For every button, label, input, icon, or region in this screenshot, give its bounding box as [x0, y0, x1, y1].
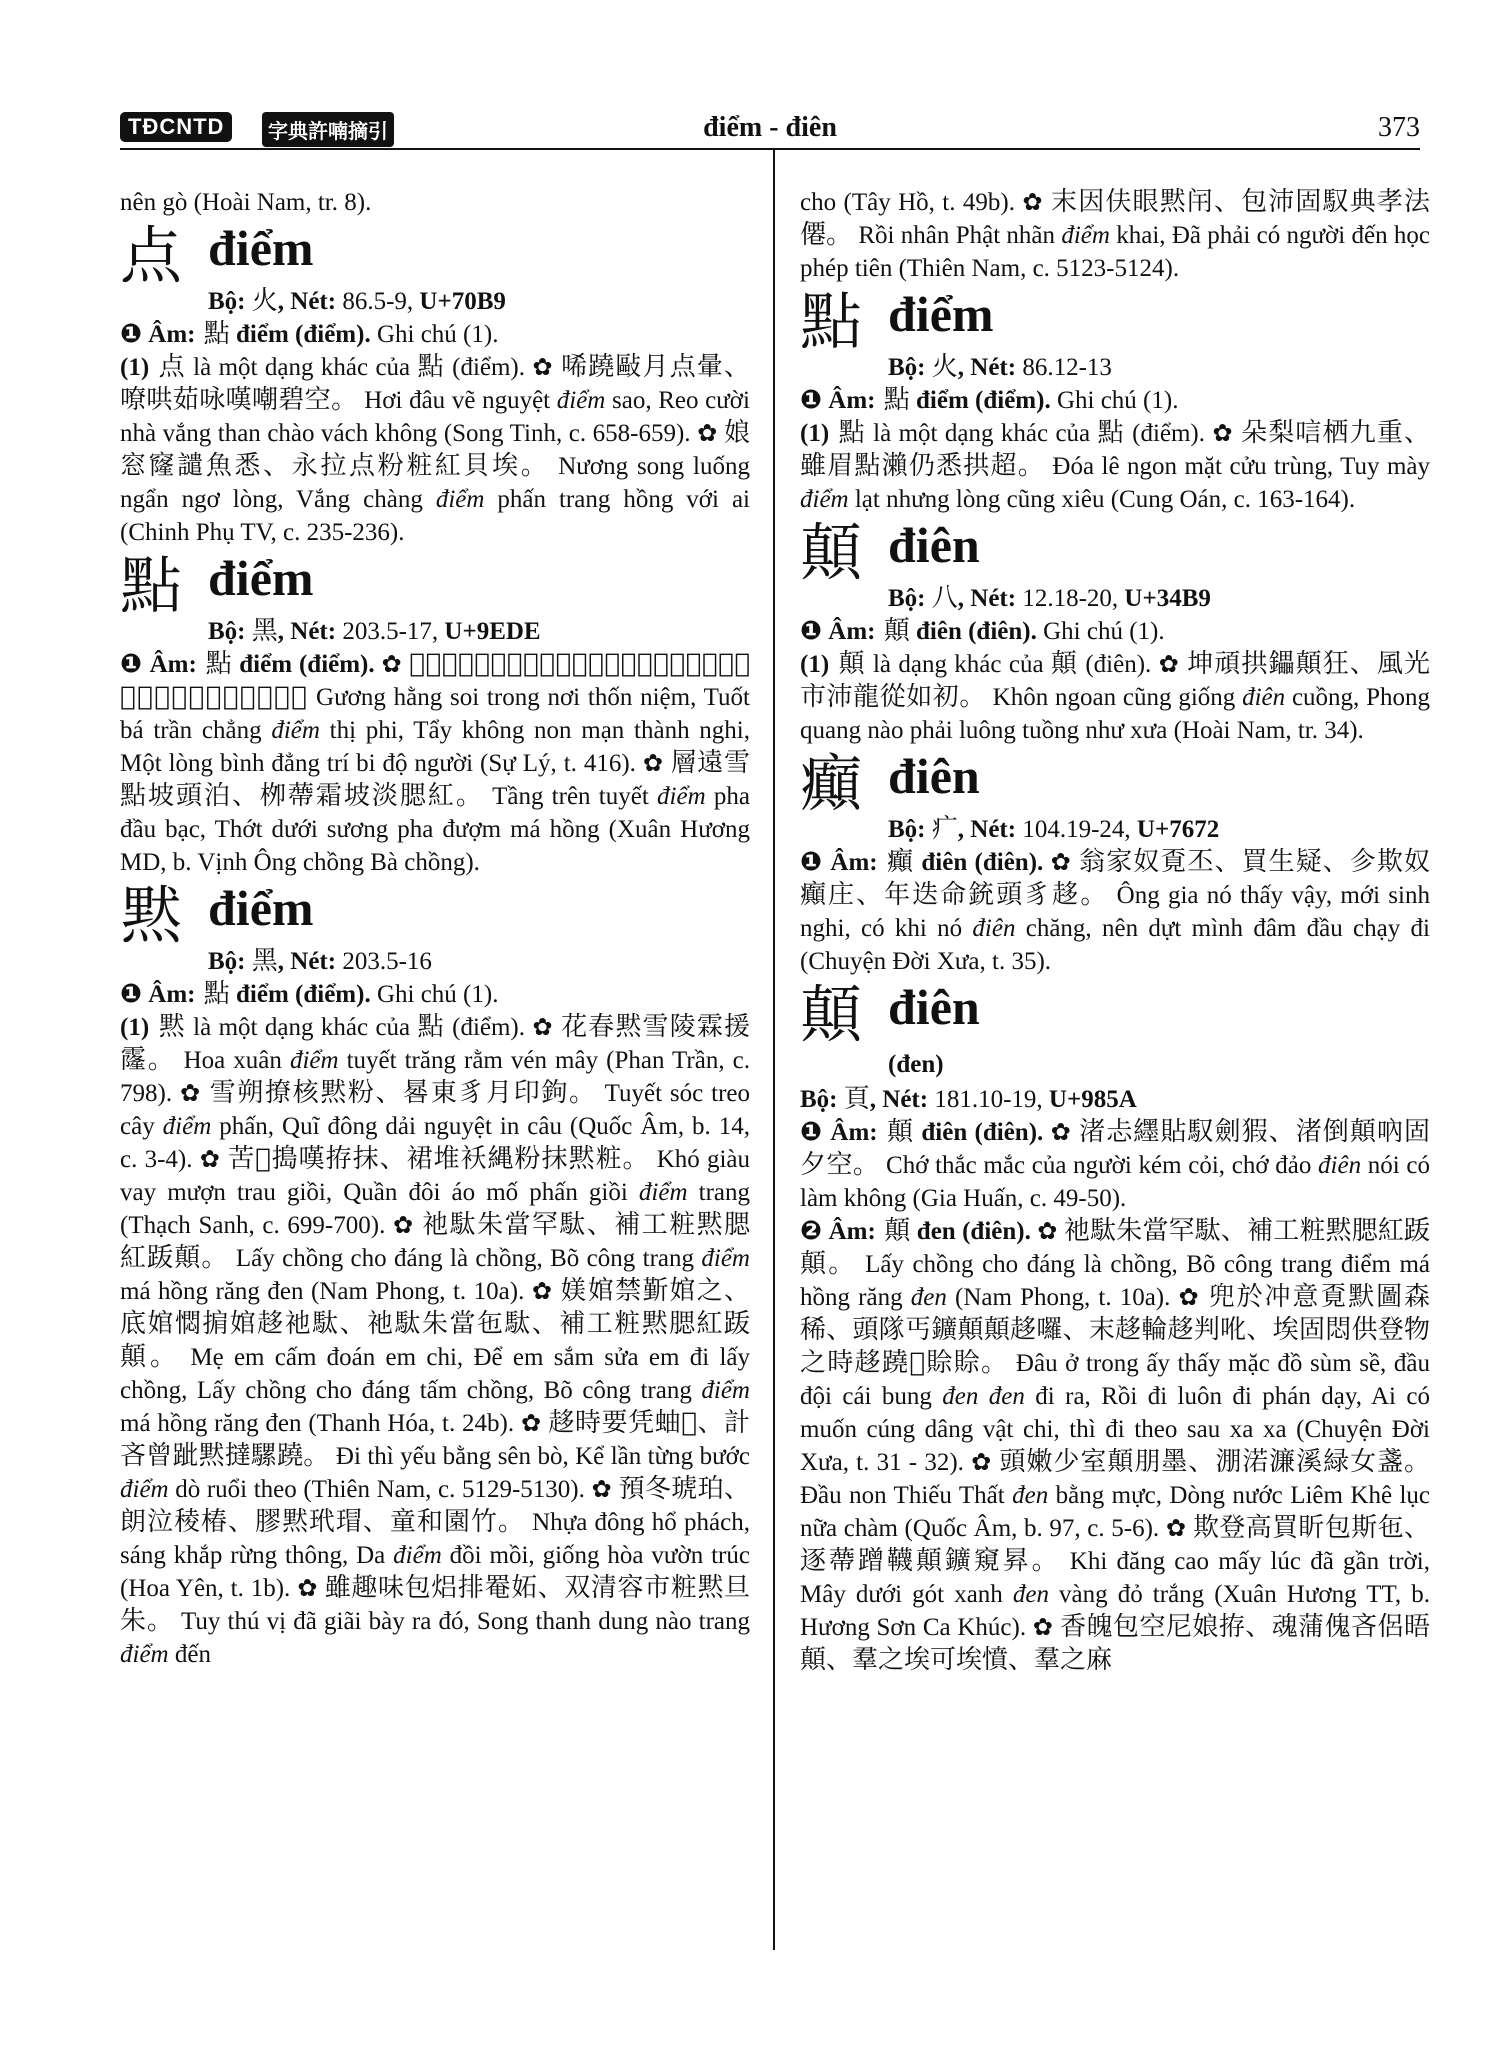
flower-bullet-icon: ✿ — [531, 1277, 554, 1305]
headword-character: 顛 — [800, 978, 863, 1051]
radical-stroke-line: Bộ: 火, Nét: 86.5-9, U+70B9 — [208, 286, 506, 316]
flower-bullet-icon: ✿ — [179, 1079, 202, 1107]
flower-bullet-icon: ✿ — [697, 419, 718, 447]
han-nom-logo: 字典許喃摘引 — [262, 112, 394, 147]
header-rule — [120, 148, 1420, 150]
flower-bullet-icon: ✿ — [971, 1448, 993, 1476]
headword: điểm — [208, 880, 314, 936]
entry-body: (1) 黙 là một dạng khác của 點 (điểm). ✿ 花春黙雪陵霖援霳。 Hoa xuân điểm tuyết trăng rằm vén mây (Phan Trần, c. 798). ✿ 雪朔撩核黙粉、晷東豸月印鉤。 Tuyết sóc treo cây điểm phấn, Quĩ đông dải nguyệt in câu (Quốc Âm, b. 14, c. 3-4). ✿ 苦𩵜搗嘆拵抹、裙堆袄縄粉抹黙粧。 Khó giàu vay mượn trau giồi, Quần đôi áo mố phấn giồi điểm trang (Thạch Sanh, c. 699-700). ✿ 祂駄朱當罕駄、補工粧黙腮紅䟦顛。 Lấy chồng cho đáng là chồng, Bõ công trang điểm má hồng răng đen (Nam Phong, t. 10a). ✿ 媄婠禁斳婠之、底婠㦖掮婠趍祂駄、祂駄朱當㐌駄、補工粧黙腮紅䟦顛。 Mẹ em cấm đoán em chi, Để em sắm sửa em đi lấy chồng, Lấy chồng cho đáng tấm chồng, Bõ công trang điểm má hồng răng đen (Thanh Hóa, t. 24b). ✿ 趍時要凭蚰𨇒、計吝曾跐黙撻騾蹺。 Đi thì yếu bằng sên bò, Kể lần từng bước điểm dò ruổi theo (Thiên Nam, c. 5129-5130). ✿ 預冬琥珀、朗泣稜椿、膠黙玳瑁、童和園竹。 Nhựa đông hổ phách, sáng khắp rừng thông, Da điểm đồi mồi, giống hòa vườn trúc (Hoa Yên, t. 1b). ✿ 雖趣味包焒排罨妬、双清容市粧黙旦朱。 Tuy thú vị đã giãi bày ra đó, Song thanh dung nào trang điểm đến — [120, 1012, 751, 1668]
headword-character: 點 — [800, 285, 863, 358]
dictionary-entry — [120, 549, 750, 879]
dictionary-entry — [800, 516, 1431, 747]
entry-heading — [800, 285, 1430, 358]
column-divider — [773, 150, 775, 1950]
flower-bullet-icon: ✿ — [199, 1145, 221, 1173]
flower-bullet-icon: ✿ — [381, 650, 403, 678]
radical-stroke-line: Bộ: 頁, Nét: 181.10-19, U+985A — [800, 1084, 1137, 1114]
reading-line: ❶ Âm: 點 điểm (điểm). Ghi chú (1). — [120, 319, 499, 349]
flower-bullet-icon: ✿ — [1050, 1118, 1072, 1146]
dictionary-entry — [800, 747, 1431, 978]
entry-heading — [120, 219, 750, 292]
flower-bullet-icon: ✿ — [297, 1574, 318, 1602]
headword-character: 点 — [120, 219, 183, 292]
flower-bullet-icon: ✿ — [393, 1211, 415, 1239]
flower-bullet-icon: ✿ — [532, 1013, 554, 1041]
page-header — [120, 108, 1420, 146]
dictionary-entry — [800, 285, 1431, 516]
left-column — [120, 186, 750, 1671]
reading-line: ❶ Âm: 顛 điên (điên). Ghi chú (1). — [800, 616, 1165, 646]
flower-bullet-icon: ✿ — [642, 749, 664, 777]
headword: điểm — [208, 220, 314, 276]
flower-bullet-icon: ✿ — [1050, 848, 1072, 876]
headword: điên — [888, 979, 980, 1035]
entry-body: ❶ Âm: 點 điểm (điểm). ✿ 𩈘恒燸工尼寸念、悴播塵拯點是非、洗空嫩慢城疑、沒悉平等智悲度馭。 Gương hằng soi trong nơi thốn niệm, Tuốt bá trần chẳng điểm thị phi, Tẩy không non mạn thành nghi, Một lòng bình đẳng trí bi độ người (Sự Lý, t. 416). ✿ 層遠雪點坡頭泊、栁蔕霜坡淡腮紅。 Tầng trên tuyết điểm pha đầu bạc, Thớt dưới sương pha đượm má hồng (Xuân Hương MD, b. Vịnh Ông chồng Bà chồng). — [120, 649, 750, 876]
dictionary-entry — [120, 879, 751, 1671]
headword: điên — [888, 748, 980, 804]
headword: điểm — [208, 550, 314, 606]
headword-variant: (đen) — [888, 1051, 944, 1078]
flower-bullet-icon: ✿ — [1165, 1514, 1187, 1542]
continued-text: nên gò (Hoài Nam, tr. 8). — [120, 189, 372, 216]
radical-stroke-line: Bộ: 疒, Nét: 104.19-24, U+7672 — [888, 814, 1220, 844]
flower-bullet-icon: ✿ — [1022, 188, 1044, 216]
radical-stroke-line: Bộ: 黑, Nét: 203.5-17, U+9EDE — [208, 616, 541, 646]
headword-character: 癲 — [800, 747, 863, 820]
right-column — [800, 186, 1430, 1677]
entry-heading — [800, 747, 1430, 820]
entry-body-sense-2: ❷ Âm: 顛 đen (điên). ✿ 祂駄朱當罕駄、補工粧黙腮紅䟦顛。 Lấy chồng cho đáng là chồng, Bõ công trang điểm má hồng răng đen (Nam Phong, t. 10a). ✿ 兜於冲意覔默圖森稀、頭隊丐鑛顛顛趍囉、末趍輪趍判吪、埃固悶供登物之時趍蹺𨀈賒賒。 Đâu ở trong ấy thấy mặc đồ sùm sề, đầu đội cái bung đen đen đi ra, Rồi đi luôn đi phán dạy, Ai có muốn cúng dâng vật chi, thì đi theo sau xa xa (Chuyện Đời Xưa, t. 31 - 32). ✿ 頭嫩少室顛朋墨、淜渃濂溪緑女盞。 Đầu non Thiếu Thất đen bằng mực, Dòng nước Liêm Khê lục nữa chàm (Quốc Âm, b. 97, c. 5-6). ✿ 欺登高買盺包斯㐌、逐蔕蹭韈顛鑛窺昪。 Khi đăng cao mấy lúc đã gần trời, Mây dưới gót xanh đen vàng đỏ trắng (Xuân Hương TT, b. Hương Sơn Ca Khúc). ✿ 香魄包空尼娘拵、魂蒲傀吝侶晤顛、羣之埃可埃憤、羣之麻 — [800, 1216, 1431, 1675]
headword-character: 點 — [120, 549, 183, 622]
publication-logo: TĐCNTD — [120, 112, 232, 142]
entry-heading — [800, 978, 1430, 1051]
entry-heading — [120, 879, 750, 952]
headword-character: 顛 — [800, 516, 863, 589]
entry-body: (1) 点 là một dạng khác của 點 (điểm). ✿ 唏蹺敺月点暈、嘹哄茹咏嘆嘲碧空。 Hơi đâu vẽ nguyệt điểm sao, Reo cười nhà vắng than chào vách không (Song Tinh, c. 658-659). ✿ 娘窓窿譴魚悉、永拉点粉粧紅貝埃。 Nương song luống ngẩn ngơ lòng, Vắng chàng điểm phấn trang hồng với ai (Chinh Phụ TV, c. 235-236). — [120, 352, 751, 546]
entry-heading — [120, 549, 750, 622]
flower-bullet-icon: ✿ — [1032, 1613, 1054, 1641]
entry-body: (1) 顛 là dạng khác của 顛 (điên). ✿ 坤頑拱鑘顛狂、風光市沛龍從如初。 Khôn ngoan cũng giống điên cuồng, Phong quang nào phải luông tuồng như xưa (Hoài Nam, tr. 34). — [800, 649, 1431, 744]
radical-stroke-line: Bộ: 八, Nét: 12.18-20, U+34B9 — [888, 583, 1211, 613]
entry-body: ❶ Âm: 顛 điên (điên). ✿ 渚忐纆貼馭劍猳、渚倒顛吶固夕空。 Chớ thắc mắc của người kém cỏi, chớ đảo điên nói có làm không (Gia Huấn, c. 49-50). — [800, 1117, 1431, 1212]
entry-body: ❶ Âm: 癲 điên (điên). ✿ 翁家奴覔丕、買生疑、㐱欺奴癲庄、年迭命銃頭豸趍。 Ông gia nó thấy vậy, mới sinh nghi, có khi nó điên chăng, nên dựt mình đâm đầu chạy đi (Chuyện Đời Xưa, t. 35). — [800, 847, 1431, 975]
flower-bullet-icon: ✿ — [532, 353, 554, 381]
flower-bullet-icon: ✿ — [1178, 1283, 1201, 1311]
radical-stroke-line: Bộ: 黑, Nét: 203.5-16 — [208, 946, 432, 976]
headword: điểm — [888, 286, 994, 342]
entry-body: (1) 點 là một dạng khác của 點 (điểm). ✿ 朵梨唁栖九重、雖眉點瀨仍悉拱超。 Đóa lê ngon mặt cửu trùng, Tuy mày điểm lạt nhưng lòng cũng xiêu (Cung Oán, c. 163-164). — [800, 418, 1431, 513]
entry-heading — [800, 516, 1430, 589]
reading-line: ❶ Âm: 點 điểm (điểm). Ghi chú (1). — [120, 979, 499, 1009]
headword: điên — [888, 517, 980, 573]
running-title: điểm - điên — [703, 112, 837, 143]
dictionary-entry — [120, 219, 751, 549]
flower-bullet-icon: ✿ — [520, 1409, 542, 1437]
headword-character: 黙 — [120, 879, 183, 952]
radical-stroke-line: Bộ: 火, Nét: 86.12-13 — [888, 352, 1112, 382]
flower-bullet-icon: ✿ — [591, 1475, 612, 1503]
flower-bullet-icon: ✿ — [1212, 419, 1234, 447]
reading-line: ❶ Âm: 點 điểm (điểm). Ghi chú (1). — [800, 385, 1179, 415]
page-number: 373 — [1378, 112, 1420, 143]
dictionary-entry — [800, 978, 1431, 1677]
flower-bullet-icon: ✿ — [1158, 650, 1180, 678]
continued-text: cho (Tây Hồ, t. 49b). ✿ 末因伕眼黙闬、包沛固馭典孝法僊。 Rồi nhân Phật nhãn điểm khai, Đã phải có người đến học phép tiên (Thiên Nam, c. 5123-5124). — [800, 187, 1430, 282]
flower-bullet-icon: ✿ — [1037, 1217, 1058, 1245]
